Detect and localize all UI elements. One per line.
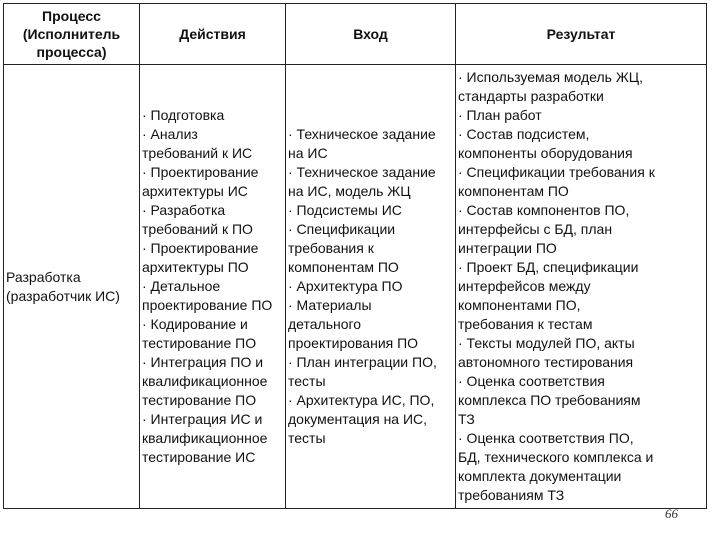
actions-line: требований к ПО (142, 221, 253, 237)
actions-line: · Детальное (142, 278, 221, 294)
header-row (4, 4, 707, 65)
result-line: · Состав подсистем, (458, 126, 590, 142)
role-cell (4, 65, 140, 509)
result-line: требования к тестам (458, 316, 593, 332)
actions-line: требований к ИС (142, 145, 253, 161)
actions-line: · Подготовка (142, 107, 225, 123)
input-line: требования к (288, 240, 374, 256)
input-line: детального (288, 316, 362, 332)
result-line: · Тексты модулей ПО, акты (458, 335, 635, 351)
header-actions-label: Действия (179, 26, 246, 42)
role-line: (разработчик ИС) (6, 287, 120, 304)
header-role-line: (Исполнитель (22, 26, 121, 42)
input-line: · Техническое задание (288, 164, 436, 180)
input-line: · План интеграции ПО, (288, 354, 437, 370)
actions-line: архитектуры ИС (142, 183, 248, 199)
header-input-label: Вход (353, 26, 388, 42)
result-line: интерфейсы с БД, план (458, 221, 613, 237)
input-line: тесты (288, 373, 326, 389)
actions-line: архитектуры ПО (142, 259, 249, 275)
header-input (286, 4, 456, 65)
actions-line: · Проектирование (142, 164, 259, 180)
result-line: стандарты разработки (458, 88, 604, 104)
result-line: · Оценка соответствия ПО, (458, 430, 634, 446)
result-line: · Оценка соответствия (458, 373, 605, 389)
actions-line: · Интеграция ПО и (142, 354, 264, 370)
input-line: на ИС, модель ЖЦ (288, 183, 411, 199)
input-line: · Архитектура ПО (288, 278, 403, 294)
header-actions (140, 4, 286, 65)
result-line: БД, технического комплекса и (458, 449, 654, 465)
result-cell (456, 65, 707, 509)
header-result (456, 4, 707, 65)
header-role-line: процесса) (36, 44, 107, 60)
result-line: компоненты оборудования (458, 145, 633, 161)
role-line: Разработка (6, 268, 81, 285)
result-line: интерфейсов между (458, 278, 591, 294)
input-line: · Подсистемы ИС (288, 202, 402, 218)
result-line: комплекта документации (458, 468, 622, 484)
actions-line: квалификационное (142, 430, 268, 446)
input-line: · Техническое задание (288, 126, 436, 142)
actions-line: · Проектирование (142, 240, 259, 256)
table-row (4, 65, 707, 509)
header-role (4, 4, 140, 65)
process-table (3, 3, 707, 509)
header-role-line: Процесс (42, 8, 101, 24)
actions-line: квалификационное (142, 373, 268, 389)
result-line: компонентами ПО, (458, 297, 581, 313)
actions-cell (140, 65, 286, 509)
result-line: требованиям ТЗ (458, 487, 565, 503)
input-line: документация на ИС, (288, 411, 428, 427)
actions-line: проектирование ПО (142, 297, 273, 313)
actions-line: тестирование ИС (142, 449, 256, 465)
input-line: · Материалы (288, 297, 372, 313)
result-line: компонентам ПО (458, 183, 569, 199)
actions-line: тестирование ПО (142, 335, 257, 351)
result-line: автономного тестирования (458, 354, 634, 370)
page-number: 66 (665, 506, 678, 521)
result-line: интеграции ПО (458, 240, 557, 256)
actions-line: · Кодирование и (142, 316, 248, 332)
result-line: · Спецификации требования к (458, 164, 655, 180)
result-line: комплекса ПО требованиям (458, 392, 641, 408)
result-line: · Используемая модель ЖЦ, (458, 69, 644, 85)
actions-line: тестирование ПО (142, 392, 257, 408)
actions-line: · Анализ (142, 126, 198, 142)
input-line: на ИС (288, 145, 328, 161)
result-line: · Состав компонентов ПО, (458, 202, 630, 218)
input-cell (286, 65, 456, 509)
input-line: · Архитектура ИС, ПО, (288, 392, 435, 408)
actions-line: · Разработка (142, 202, 226, 218)
result-line: · Проект БД, спецификации (458, 259, 639, 275)
input-line: · Спецификации (288, 221, 396, 237)
actions-line: · Интеграция ИС и (142, 411, 263, 427)
input-line: компонентам ПО (288, 259, 399, 275)
result-line: · План работ (458, 107, 542, 123)
result-line: ТЗ (458, 411, 475, 427)
header-result-label: Результат (546, 26, 616, 42)
input-line: проектирования ПО (288, 335, 419, 351)
input-line: тесты (288, 430, 326, 446)
